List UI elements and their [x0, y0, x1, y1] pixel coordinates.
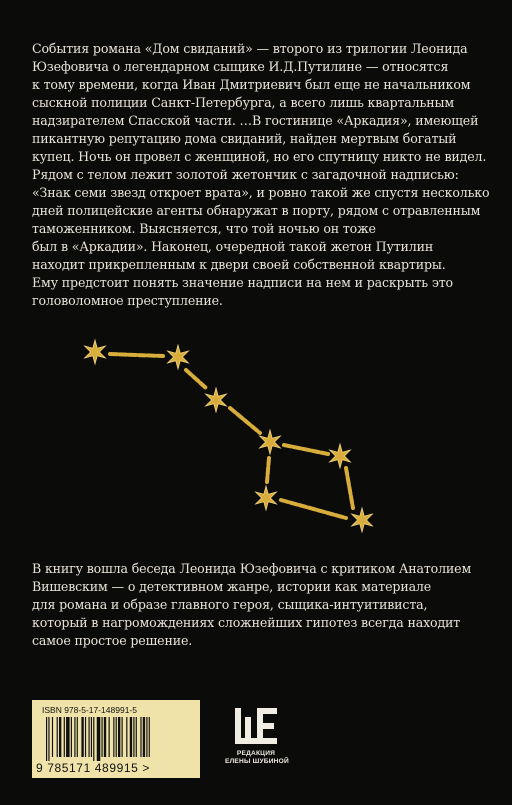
- constellation-dash: [284, 445, 328, 454]
- constellation-star-icon: [206, 388, 227, 412]
- note-line: для романа и образе главного героя, сыщика-интуитивиста,: [32, 597, 428, 612]
- barcode-bar: [104, 717, 106, 757]
- constellation-stars: [85, 340, 373, 532]
- note-line: самое простое решение.: [32, 633, 193, 648]
- barcode-bar: [126, 717, 127, 757]
- barcode-bar: [81, 717, 83, 757]
- barcode-bar: [149, 717, 150, 757]
- barcode-bar: [109, 717, 110, 757]
- barcode-bar: [146, 717, 147, 757]
- barcode-bar: [93, 717, 94, 761]
- interview-note-text: [32, 560, 480, 650]
- barcode-bar: [77, 717, 78, 757]
- barcode-bar: [66, 717, 70, 757]
- barcode-bar: [85, 717, 86, 757]
- barcode-bar: [116, 717, 117, 757]
- description-line: таможенником. Выясняется, что той ночью он тоже: [32, 221, 376, 236]
- constellation-dash: [186, 370, 206, 388]
- constellation-star-icon: [260, 430, 281, 454]
- barcode-bar: [118, 717, 120, 757]
- barcode-panel: [32, 700, 200, 778]
- constellation-dash: [110, 354, 163, 356]
- constellation-star-icon: [352, 508, 373, 532]
- description-line: к тому времени, когда Иван Дмитриевич был еще не начальником: [32, 77, 471, 92]
- description-line: пикантную репутацию дома свиданий, найден мертвым богатый: [32, 131, 457, 146]
- barcode-bar: [91, 717, 92, 757]
- description-line: дней полицейские агенты обнаружат в порту, рядом с отравленным: [32, 203, 481, 218]
- constellation-star-icon: [168, 345, 189, 369]
- barcode-bar: [113, 717, 114, 757]
- constellation-dash: [230, 408, 260, 433]
- barcode-bar: [101, 717, 102, 757]
- description-line: находит прикрепленным к двери своей собственной квартиры.: [32, 257, 446, 272]
- description-line: Юзефовича о легендарном сыщике И.Д.Путилине — относятся: [32, 59, 449, 74]
- barcode-bar: [74, 717, 75, 757]
- constellation-star-icon: [330, 444, 351, 468]
- note-line: Вишевским — о детективном жанре, истории как материале: [32, 579, 432, 594]
- description-line: надзирателем Спасской части. …В гостинице «Аркадия», имеющей: [32, 113, 479, 128]
- constellation-dash: [281, 500, 346, 518]
- note-line: В книгу вошла беседа Леонида Юзефовича с критиком Анатолием: [32, 561, 472, 576]
- barcode-bar: [133, 717, 134, 757]
- barcode-bar: [122, 717, 123, 757]
- barcode-bar: [59, 717, 61, 757]
- constellation-star-icon: [256, 486, 277, 510]
- barcode-digits: 9 785171 489915 >: [36, 761, 150, 775]
- barcode-bar: [64, 717, 65, 757]
- constellation-dash: [346, 468, 353, 508]
- barcode-bars: [44, 717, 194, 761]
- publisher-line-1: РЕДАКЦИЯ: [236, 750, 276, 757]
- publisher-logo: [225, 708, 287, 766]
- constellation-dash: [267, 458, 269, 482]
- description-line: События романа «Дом свиданий» — второго из трилогии Леонида: [32, 41, 468, 56]
- description-line: Ему предстоит понять значение надписи на нем и раскрыть это: [32, 275, 453, 290]
- description-line: головоломное преступление.: [32, 293, 223, 308]
- description-line: был в «Аркадии». Наконец, очередной такой жетон Путилин: [32, 239, 434, 254]
- barcode-bar: [52, 717, 53, 757]
- description-line: Рядом с телом лежит золотой жетончик с загадочной надписью:: [32, 167, 459, 182]
- barcode-bar: [46, 717, 47, 761]
- barcode-bar: [143, 717, 145, 757]
- description-line: купец. Ночь он провел с женщиной, но его спутницу никто не видел.: [32, 149, 487, 164]
- barcode-bar: [57, 717, 58, 757]
- barcode-bar: [88, 717, 89, 757]
- note-line: который в нагромождениях сложнейших гипотез всегда находит: [32, 615, 461, 630]
- barcode-bar: [71, 717, 72, 757]
- barcode-bar: [97, 717, 101, 761]
- isbn-label: ISBN 978-5-17-148991-5: [42, 705, 137, 715]
- barcode-bar: [140, 717, 141, 757]
- barcode-bar: [136, 717, 137, 757]
- publisher-line-2: ЕЛЕНЫ ШУБИНОЙ: [225, 758, 289, 765]
- constellation-dashes: [110, 354, 353, 518]
- barcode-bar: [48, 717, 49, 761]
- big-dipper-constellation-illustration: [60, 330, 440, 540]
- barcode-bar: [130, 717, 132, 757]
- constellation-star-icon: [85, 340, 106, 364]
- description-line: «Знак семи звезд откроет врата», и ровно такой же спустя несколько: [32, 185, 490, 200]
- description-line: сыскной полиции Санкт-Петербурга, а всего лишь квартальным: [32, 95, 454, 110]
- description-text: [32, 40, 490, 310]
- publisher-logo-mark-icon: [235, 708, 277, 746]
